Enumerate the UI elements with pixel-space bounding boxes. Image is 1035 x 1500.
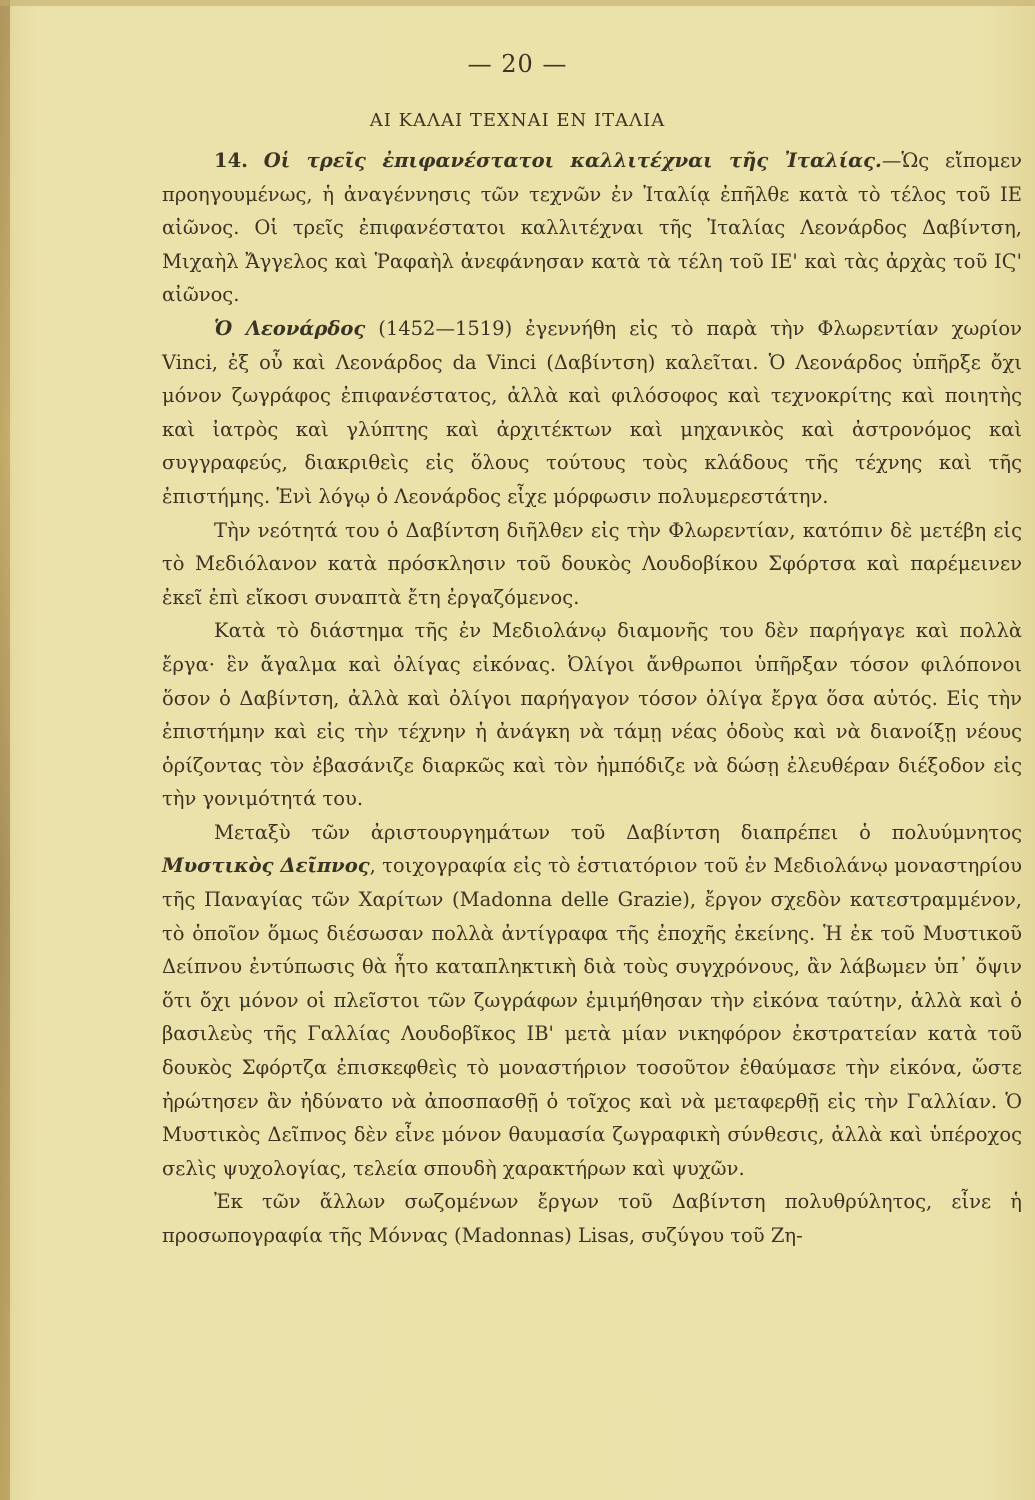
paragraph-2-text: (1452—1519) ἐγεννήθη εἰς τὸ παρὰ τὴν Φλωρεντίαν χωρίον Vinci, ἐξ οὗ καὶ Λεονάρδος da Vinci (Δαβίντση) καλεῖται. Ὁ Λεονάρδος ὑπῆρξε ὄχι μόνον ζωγράφος ἐπιφανέστατος, ἀλλὰ καὶ φιλόσοφος καὶ τεχνοκρίτης καὶ ποιητὴς καὶ ἰατρὸς καὶ γλύπτης καὶ ἀρχιτέκτων καὶ μηχανικὸς καὶ ἀστρονόμος καὶ συγγραφεύς, διακριθεὶς εἰς ὅλους τούτους τοὺς κλάδους τῆς τέχνης καὶ τῆς ἐπιστήμης. Ἑνὶ λόγῳ ὁ Λεονάρδος εἶχε μόρφωσιν πολυμερεστάτην.: [162, 316, 1022, 508]
page-top-edge: [0, 0, 1035, 6]
paragraph-3: Τὴν νεότητά του ὁ Δαβίντση διῆλθεν εἰς τὴν Φλωρεντίαν, κατόπιν δὲ μετέβη εἰς τὸ Μεδιόλανον κατὰ πρόσκλησιν τοῦ δουκὸς Λουδοβίκου Σφόρτσα καὶ παρέμεινεν ἐκεῖ ἐπὶ εἴκοσι συναπτὰ ἔτη ἐργαζόμενος.: [162, 518, 1022, 609]
paragraph-5: [162, 816, 1022, 1186]
last-supper-title: Μυστικὸς Δεῖπνος: [162, 854, 370, 878]
paragraph-4: Κατὰ τὸ διάστημα τῆς ἐν Μεδιολάνῳ διαμονῆς του δὲν παρήγαγε καὶ πολλὰ ἔργα· ἓν ἄγαλμα καὶ ὀλίγας εἰκόνας. Ὀλίγοι ἄνθρωποι ὑπῆρξαν τόσον φιλόπονοι ὅσον ὁ Δαβίντση, ἀλλὰ καὶ ὀλίγοι παρήγαγον τόσον ὀλίγα ἔργα ὅσα αὐτός. Εἰς τὴν ἐπιστήμην καὶ εἰς τὴν τέχνην ἡ ἀνάγκη νὰ τάμῃ νέας ὁδοὺς καὶ νὰ διανοίξῃ νέους ὁρίζοντας τὸν ἐβασάνιζε διαρκῶς καὶ τὸν ἠμπόδιζε νὰ δώσῃ ἐλευθέραν διέξοδον εἰς τὴν γονιμότητά του.: [162, 619, 1022, 811]
paragraph-2: [162, 312, 1022, 514]
paragraph-6: Ἐκ τῶν ἄλλων σωζομένων ἔργων τοῦ Δαβίντση πολυθρύλητος, εἶνε ἡ προσωπογραφία τῆς Μόννας (Madonnas) Lisas, συζύγου τοῦ Ζη-: [162, 1190, 1022, 1247]
page-number: — 20 —: [467, 50, 568, 78]
paragraph-1: [162, 144, 1022, 312]
section-intro: —Ὡς εἴπομεν προηγουμένως, ἡ ἀναγέννησις τῶν τεχνῶν ἐν Ἰταλίᾳ ἐπῆλθε κατὰ τὸ τέλος τοῦ ΙΕ αἰῶνος. Οἱ τρεῖς ἐπιφανέστατοι καλλιτέχναι τῆς Ἰταλίας Λεονάρδος Δαβίντση, Μιχαὴλ Ἄγγελος καὶ Ῥαφαὴλ ἀνεφάνησαν κατὰ τὰ τέλη τοῦ ΙΕ' καὶ τὰς ἀρχὰς τοῦ ΙϚ' αἰῶνος.: [162, 149, 1022, 307]
body-text: [162, 144, 1022, 1253]
book-spine-edge: [0, 0, 10, 1500]
section-number: 14.: [214, 149, 248, 172]
leonardo-name: Ὁ Λεονάρδος: [214, 316, 366, 340]
section-title: Οἱ τρεῖς ἐπιφανέστατοι καλλιτέχναι τῆς Ἰταλίας.: [263, 149, 882, 172]
paragraph-5-before: Μεταξὺ τῶν ἀριστουργημάτων τοῦ Δαβίντση διαπρέπει ὁ πολυύμνητος: [214, 820, 1022, 844]
paragraph-5-after: , τοιχογραφία εἰς τὸ ἑστιατόριον τοῦ ἐν Μεδιολάνῳ μοναστηρίου τῆς Παναγίας τῶν Χαρίτων (Madonna delle Grazie), ἔργον σχεδὸν κατεστραμμένον, τὸ ὁποῖον ὅμως διέσωσαν πολλὰ ἀντίγραφα τῆς ἐποχῆς ἐκείνης. Ἡ ἐκ τοῦ Μυστικοῦ Δείπνου ἐντύπωσις θὰ ἦτο καταπληκτικὴ διὰ τοὺς συγχρόνους, ἂν λάβωμεν ὑπ᾿ ὄψιν ὅτι ὄχι μόνον οἱ πλεῖστοι τῶν ζωγράφων ἐμιμήθησαν τὴν εἰκόνα ταύτην, ἀλλὰ καὶ ὁ βασιλεὺς τῆς Γαλλίας Λουδοβῖκος ΙΒ' μετὰ μίαν νικηφόρον ἐκστρατείαν κατὰ τοῦ δουκὸς Σφόρτζα ἐπισκεφθεὶς τὸ μοναστήριον τοσοῦτον ἐθαύμασε τὴν εἰκόνα, ὥστε ἠρώτησεν ἂν ἠδύνατο νὰ ἀποσπασθῇ ὁ τοῖχος καὶ νὰ μεταφερθῇ εἰς τὴν Γαλλίαν. Ὁ Μυστικὸς Δεῖπνος δὲν εἶνε μόνον θαυμασία ζωγραφικὴ σύνθεσις, ἀλλὰ καὶ ὑπέροχος σελὶς ψυχολογίας, τελεία σπουδὴ χαρακτήρων καὶ ψυχῶν.: [162, 854, 1022, 1180]
running-head: ΑΙ ΚΑΛΑΙ ΤΕΧΝΑΙ ΕΝ ΙΤΑΛΙΑ: [369, 110, 666, 131]
